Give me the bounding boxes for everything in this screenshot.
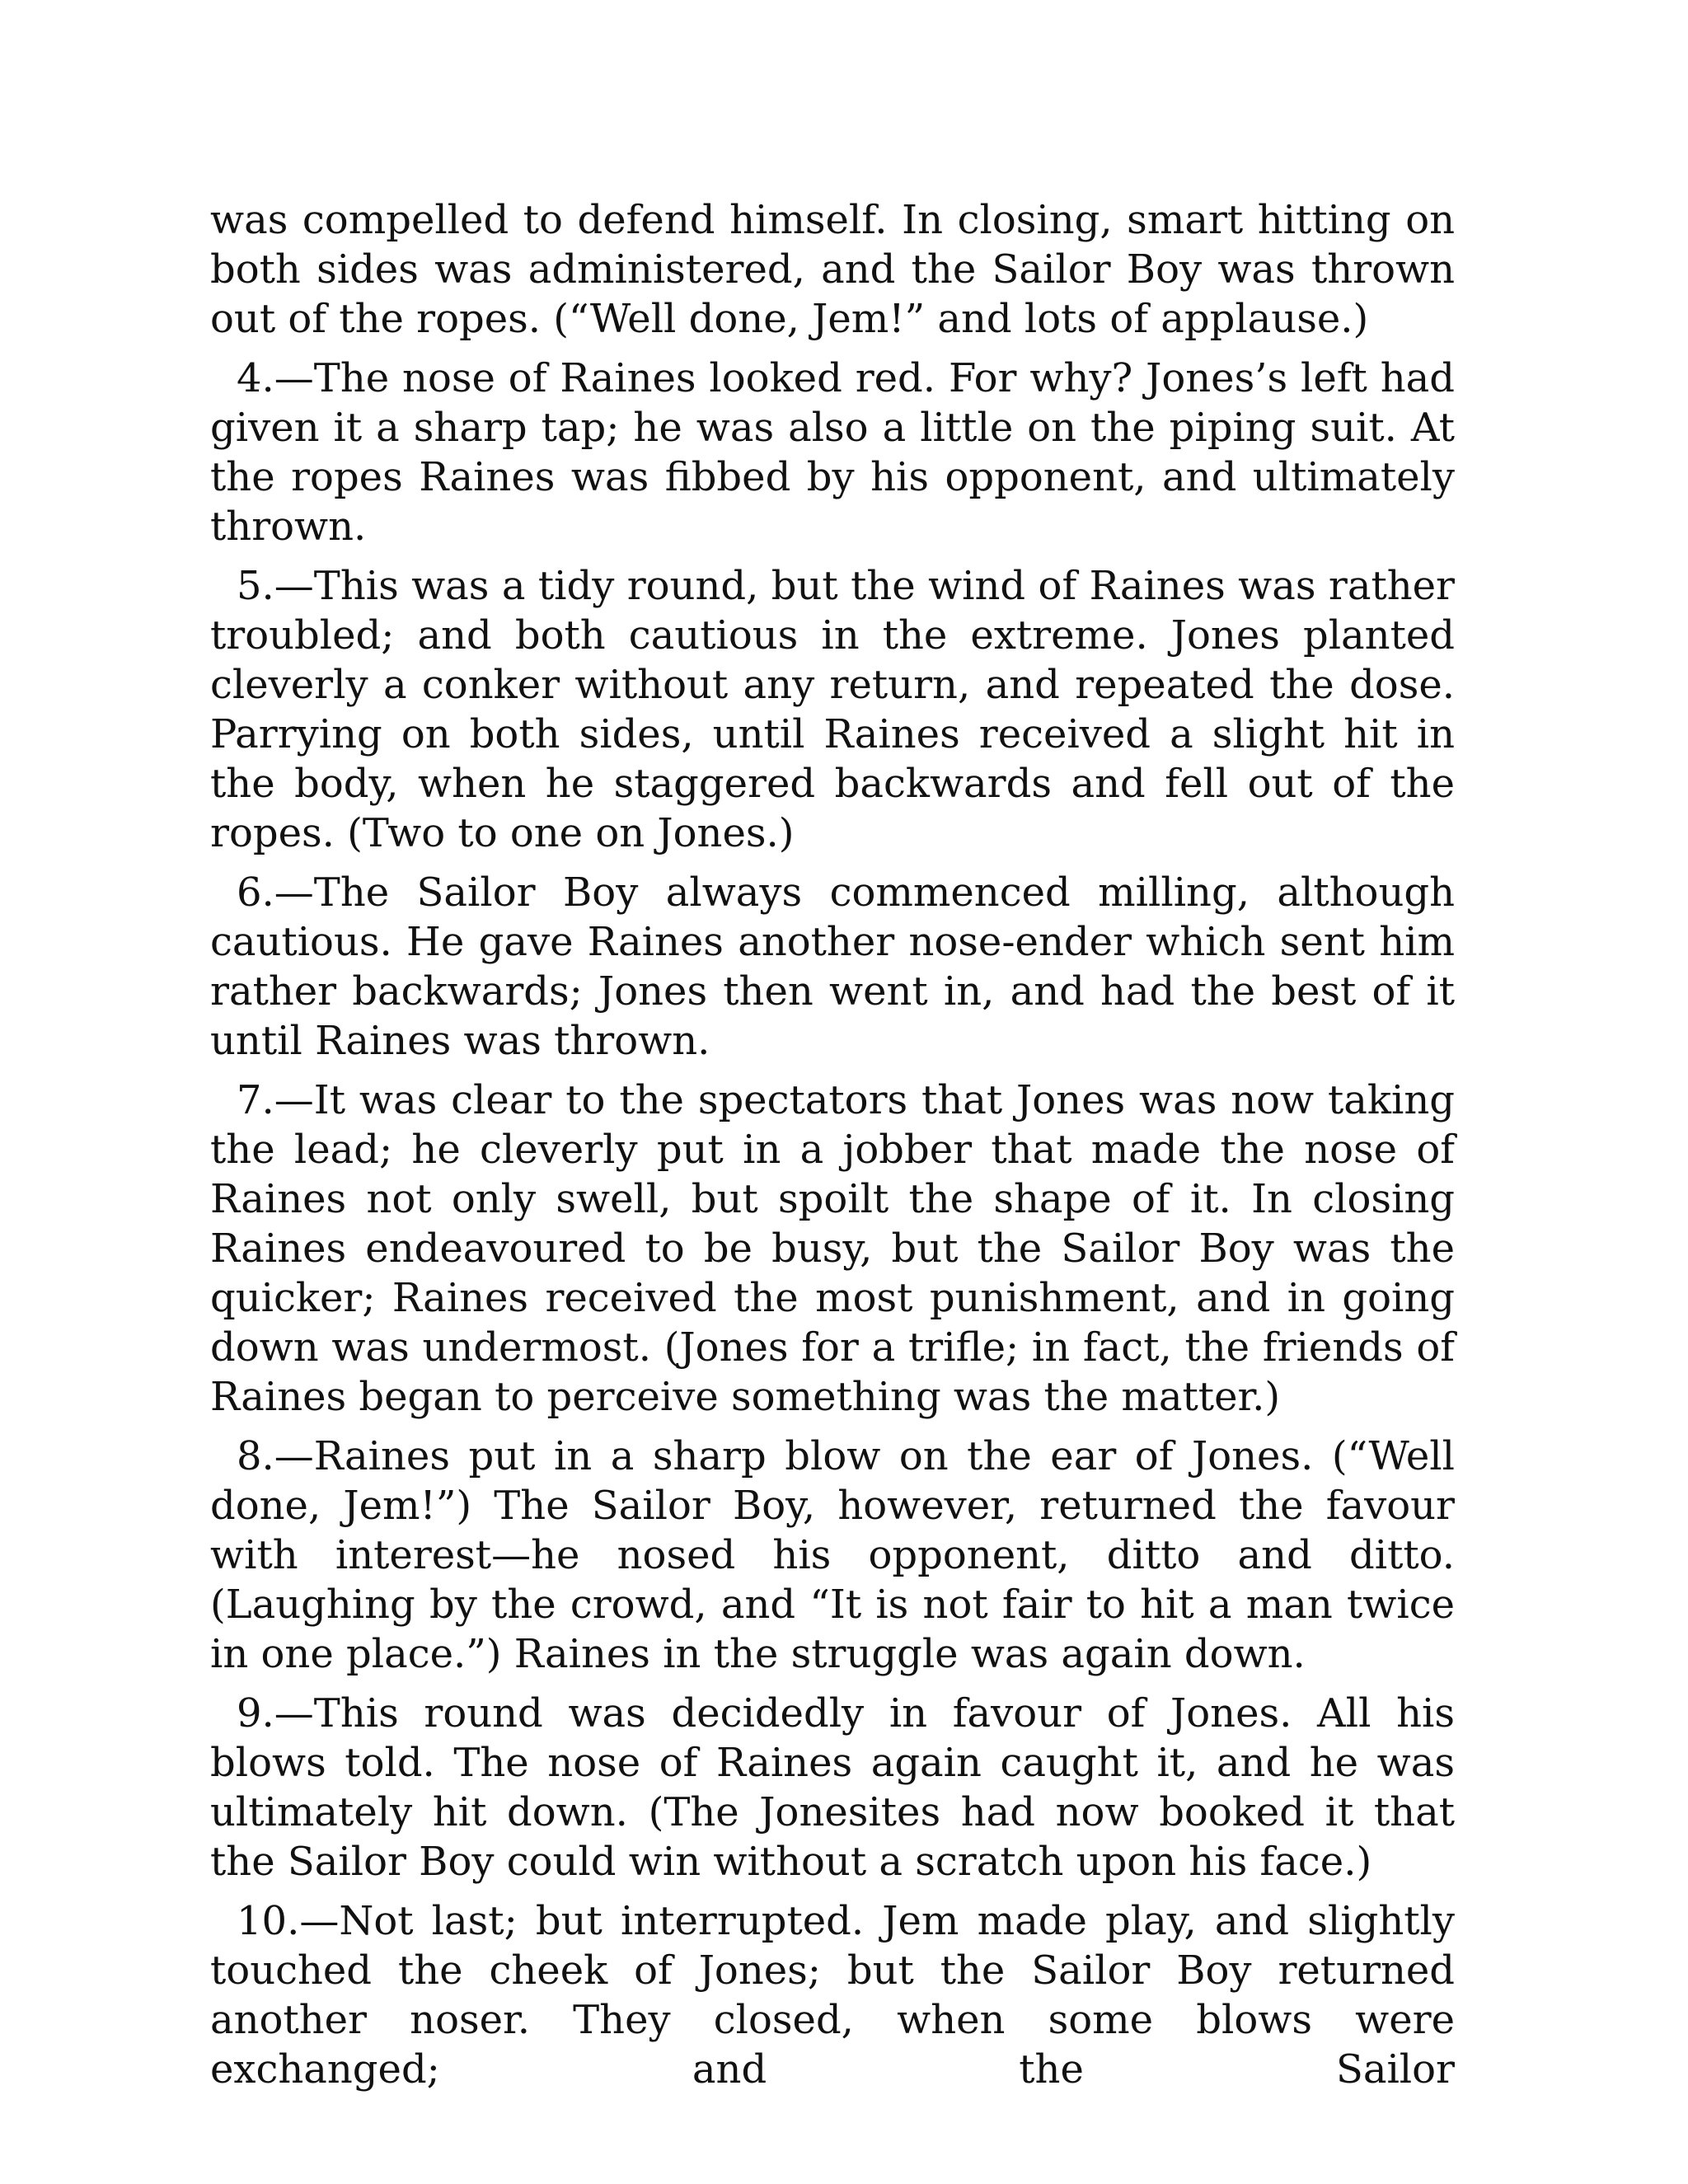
- paragraph-round-8: 8.—Raines put in a sharp blow on the ear of Jones. (“Well done, Jem!”) The Sailor Boy, however, returned the favour with interest—he nosed his opponent, ditto and ditto. (Laughing by the crowd, and “It is not fair to hit a man twice in one place.”) Raines in the struggle was again down.: [210, 1433, 1455, 1677]
- paragraph-round-9: 9.—This round was decidedly in favour of Jones. All his blows told. The nose of Raines again caught it, and he was ultimately hit down. (The Jonesites had now booked it that the Sailor Boy could win without a scratch upon his face.): [210, 1690, 1455, 1885]
- paragraph-round-7: 7.—It was clear to the spectators that Jones was now taking the lead; he cleverly put in a jobber that made the nose of Raines not only swell, but spoilt the shape of it. In closing Raines endeavoured to be busy, but the Sailor Boy was the quicker; Raines received the most punishment, and in going down was undermost. (Jones for a trifle; in fact, the friends of Raines began to perceive something was the matter.): [210, 1077, 1455, 1420]
- paragraph-continuation: was compelled to defend himself. In closing, smart hitting on both sides was administered, and the Sailor Boy was thrown out of the ropes. (“Well done, Jem!” and lots of applause.): [210, 197, 1455, 342]
- paragraph-round-6: 6.—The Sailor Boy always commenced milling, although cautious. He gave Raines another nose-ender which sent him rather backwards; Jones then went in, and had the best of it until Raines was thrown.: [210, 869, 1455, 1064]
- paragraph-round-4: 4.—The nose of Raines looked red. For why? Jones’s left had given it a sharp tap; he was also a little on the piping suit. At the ropes Raines was fibbed by his opponent, and ultimately thrown.: [210, 355, 1455, 550]
- paragraph-round-10: 10.—Not last; but interrupted. Jem made play, and slightly touched the cheek of Jones; but the Sailor Boy returned another noser. They closed, when some blows were exchanged; and the Sailor: [210, 1898, 1455, 2093]
- page-body: [210, 195, 1455, 2104]
- paragraph-round-5: 5.—This was a tidy round, but the wind of Raines was rather troubled; and both cautious in the extreme. Jones planted cleverly a conker without any return, and repeated the dose. Parrying on both sides, until Raines received a slight hit in the body, when he staggered backwards and fell out of the ropes. (Two to one on Jones.): [210, 563, 1455, 856]
